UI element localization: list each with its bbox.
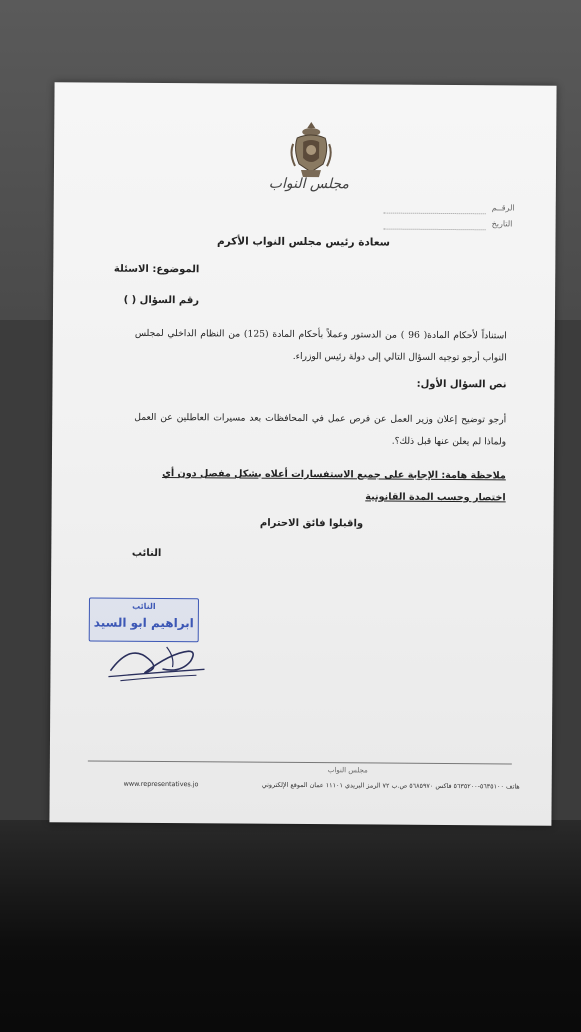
footer-logo: مجلس النواب bbox=[327, 766, 368, 775]
date-line bbox=[384, 229, 486, 231]
footer-website: www.representatives.jo bbox=[123, 779, 199, 789]
footer-contact-details: هاتف ٥٦٣٥١٠٠-٥٦٣٥٢٠٠ فاكس ٥٦٨٥٩٧٠ ص.ب ٧٢ الرمز البريدي ١١١٠١ عمان الموقع الإلكتروني bbox=[261, 780, 520, 791]
date-label: التاريخ bbox=[491, 219, 513, 229]
body-paragraph-1: استناداً لأحكام المادة( 96 ) من الدستور وعملاً بأحكام المادة (125) من النظام الداخلي لمجلس النواب أرجو توجيه السؤال التالي إلى دولة رئيس الوزراء. bbox=[134, 327, 507, 364]
closing-line: واقبلوا فائق الاحترام bbox=[259, 517, 364, 530]
question-number: رقم السؤال ( ) bbox=[123, 294, 200, 307]
footer-contact bbox=[124, 780, 520, 791]
letterhead-title: مجلس النواب bbox=[268, 175, 350, 193]
coat-of-arms-icon bbox=[289, 120, 333, 180]
background-dark-surface bbox=[0, 820, 581, 1032]
stamp-name: ابراهيم ابو السيد bbox=[93, 615, 194, 631]
footer-divider bbox=[88, 761, 512, 765]
letter-page bbox=[49, 82, 556, 825]
body-paragraph-2: أرجو توضيح إعلان وزير العمل عن فرص عمل في المحافظات بعد مسيرات العاطلين عن العمل ولماذا لم يعلن عنها قبل ذلك؟. bbox=[134, 411, 507, 448]
important-note: ملاحظة هامة: الإجابة على جميع الاستفسارات أعلاه بشكل مفصل دون أي اختصار وحسب المدة القانونية bbox=[162, 468, 506, 504]
reference-label: الرقــم bbox=[491, 203, 515, 213]
reference-line bbox=[384, 213, 486, 215]
subject-line: الموضوع: الاسئلة bbox=[113, 263, 200, 276]
handwritten-signature bbox=[100, 633, 210, 684]
signatory-title: النائب bbox=[131, 547, 162, 560]
question-heading: نص السؤال الأول: bbox=[416, 378, 507, 391]
stamp-title: النائب bbox=[132, 601, 156, 611]
recipient-heading: سعادة رئيس مجلس النواب الأكرم bbox=[216, 235, 391, 249]
